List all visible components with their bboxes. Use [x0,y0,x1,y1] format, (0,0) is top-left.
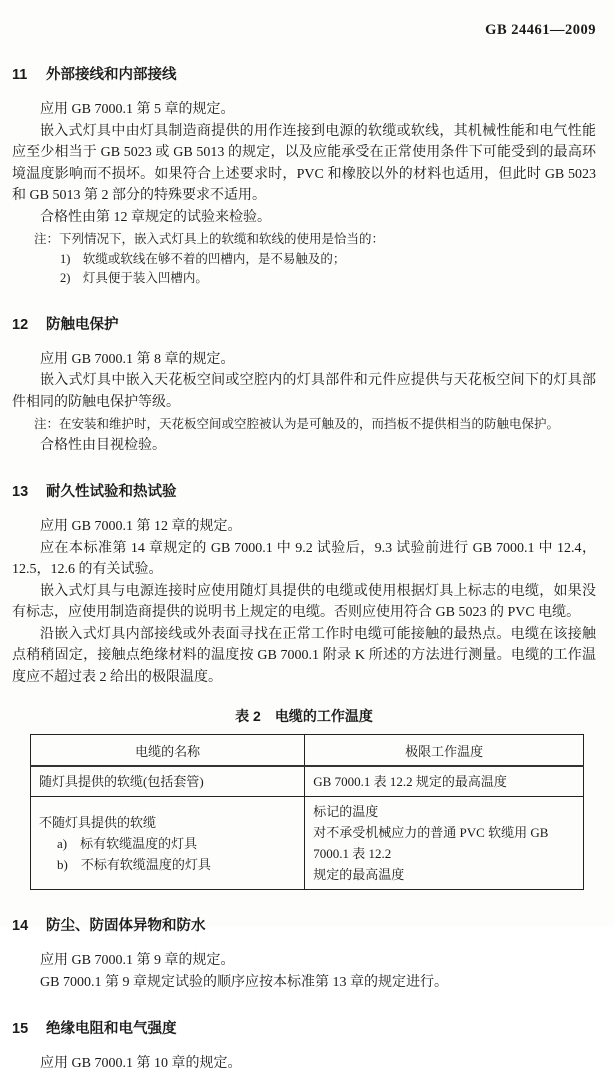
table-cell [31,797,305,890]
paragraph: 应用 GB 7000.1 第 5 章的规定。 [40,102,235,117]
paragraph: 合格性由目视检验。 [40,437,166,453]
section-title: 防尘、防固体异物和防水 [46,918,206,934]
paragraph: 应用 GB 7000.1 第 8 章的规定。 [40,351,235,367]
paragraph: 应用 GB 7000.1 第 12 章的规定。 [40,519,242,534]
table-cell: GB 7000.1 表 12.2 规定的最高温度 [305,766,584,797]
table-row [31,766,584,797]
paragraph: GB 7000.1 第 9 章规定试验的顺序应按本标准第 13 章的规定进行。 [40,974,448,990]
paragraph: 应用 GB 7000.1 第 9 章的规定。 [40,953,235,968]
note: 注：下列情况下，嵌入式灯具上的软缆和软线的使用是恰当的： [34,232,385,246]
paragraph: 合格性由第 12 章规定的试验来检验。 [40,209,271,225]
paragraph: 沿嵌入式灯具内部接线或外表面寻找在正常工作时电缆可能接触的最热点。电缆在该接触点稍稍固定，接触点绝缘材料的温度按 GB 7000.1 附录 K 所述的方法进行测量。电缆的工作温度应不超过表 2 给出的极限温度。 [12,626,596,685]
section-title: 绝缘电阻和电气强度 [46,1021,177,1037]
paragraph: 嵌入式灯具中嵌入天花板空间或空腔内的灯具部件和元件应提供与天花板空间下的灯具部件相同的防触电保护等级。 [12,373,596,410]
page-header [12,22,596,39]
section-13-heading [12,480,596,501]
note-list-item: 2) 灯具便于装入凹槽内。 [60,271,208,285]
table-row [31,797,584,890]
table-caption: 表 2 电缆的工作温度 [235,708,373,724]
note: 注：在安装和维护时，天花板空间或空腔被认为是可触及的，而挡板不提供相当的防触电保护。 [34,417,560,431]
table-cell-line: a) 标有软缆温度的灯具 [57,835,198,851]
section-number: 11 [12,67,28,83]
section-11-heading [12,63,596,84]
section-title: 耐久性试验和热试验 [46,484,177,500]
paragraph: 嵌入式灯具与电源连接时应使用随灯具提供的电缆或使用根据灯具上标志的电缆，如果没有标志，应使用制造商提供的说明书上规定的电缆。否则应使用符合 GB 5023 的 PVC 电缆。 [12,583,596,620]
column-header-cable-name: 电缆的名称 [31,735,305,767]
table-cell-line: 不随灯具提供的软缆 [39,814,157,830]
section-title: 防触电保护 [46,316,119,333]
section-12-heading [12,313,596,334]
section-number: 15 [12,1021,29,1037]
table-cell-line: 规定的最高温度 [313,867,405,882]
section-15-heading [12,1017,596,1038]
standard-number: GB 24461—2009 [485,22,596,38]
cable-working-temperature-table [30,734,584,890]
table-header-row [31,735,584,767]
section-14-heading [12,914,596,935]
table-cell-line: b) 不标有软缆温度的灯具 [57,856,211,872]
table-cell: 随灯具提供的软缆(包括套管) [31,766,305,797]
column-header-limit-temperature: 极限工作温度 [305,735,584,767]
section-number: 14 [12,918,29,934]
table-cell-line: 对不承受机械应力的普通 PVC 软缆用 GB 7000.1 表 12.2 [313,825,549,861]
section-title: 外部接线和内部接线 [46,67,177,83]
table-cell-line: 标记的温度 [313,804,379,819]
paragraph: 嵌入式灯具中由灯具制造商提供的用作连接到电源的软缆或软线，其机械性能和电气性能应至少相当于 GB 5023 或 GB 5013 的规定，以及应能承受在正常使用条件下可能受到的最高环境温度影响而不损坏。如果符合上述要求时，PVC 和橡胶以外的材料也适用，但此时 GB 5023 和 GB 5013 第 2 部分的特殊要求不适用。 [12,123,596,203]
paragraph: 应在本标准第 14 章规定的 GB 7000.1 中 9.2 试验后，9.3 试验前进行 GB 7000.1 中 12.4，12.5，12.6 的有关试验。 [12,540,596,577]
section-number: 13 [12,484,29,500]
note-list-item: 1) 软缆或软线在够不着的凹槽内，是不易触及的； [60,251,346,266]
table-cell [305,797,584,890]
paragraph: 应用 GB 7000.1 第 10 章的规定。 [40,1056,242,1071]
section-number: 12 [12,316,29,333]
